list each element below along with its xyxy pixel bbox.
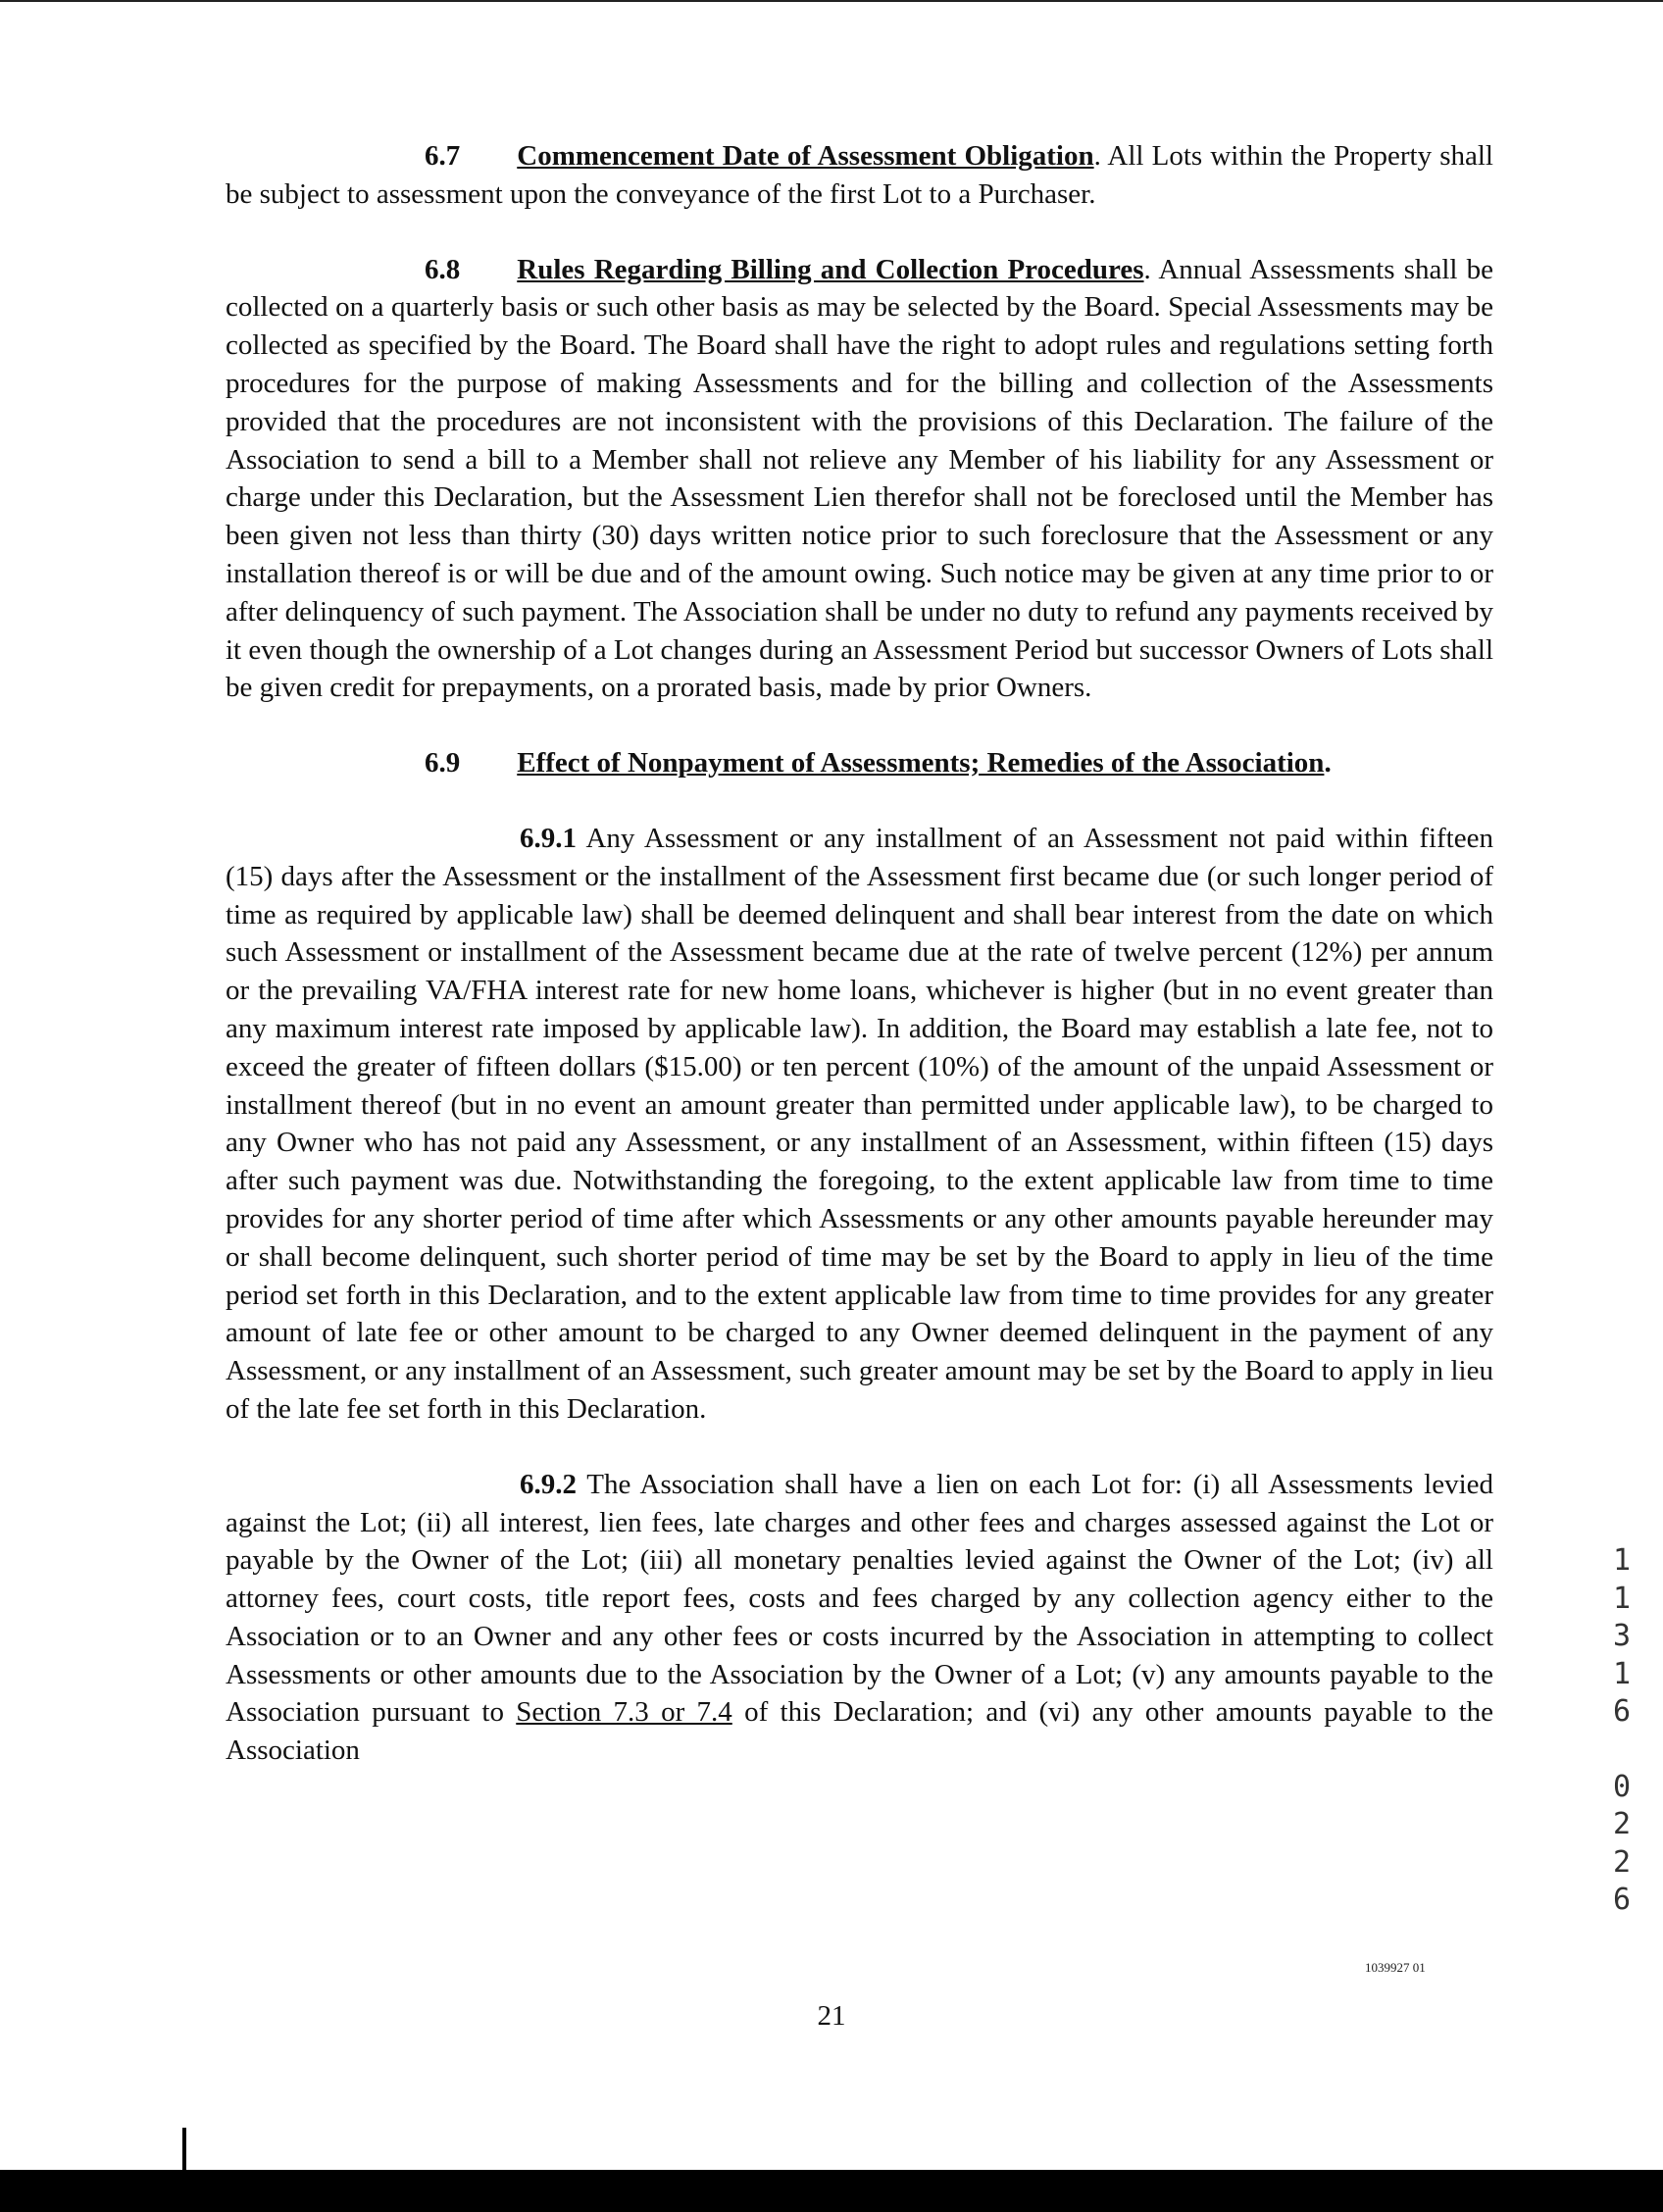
stamp-digit: 1 [1612, 1581, 1632, 1616]
section-reference: Section 7.3 or 7.4 [516, 1696, 732, 1729]
section-6-9-1 [226, 820, 1493, 1429]
scan-bottom-border [0, 2170, 1663, 2212]
section-title: Effect of Nonpayment of Assessments; Remedies of the Association [517, 747, 1325, 779]
section-6-9 [226, 744, 1493, 782]
stamp-digit: 6 [1612, 1694, 1632, 1729]
stamp-digit: 2 [1612, 1844, 1632, 1880]
stamp-digit: 6 [1612, 1883, 1632, 1917]
subsection-text: The Association shall have a lien on each Lot for: (i) all Assessments levied against the Lot; (ii) all interest, lien fees, late charges and other fees and charges assessed against the Lot or payable by the Owner of the Lot; (iii) all monetary penalties levied against the Owner of the Lot; (iv) all attorney fees, court costs, title report fees, costs and fees charged by any collection agency either to the Association or to an Owner and any other fees or costs incurred by the Association in attempting to collect Assessments or other amounts due to the Association by the Owner of a Lot; (v) any amounts payable to the Association pursuant to [226, 1468, 1493, 1729]
section-6-8 [226, 251, 1493, 708]
section-title-period: . [1324, 747, 1332, 779]
page-number: 21 [817, 2000, 846, 2032]
page-top-border [0, 0, 1663, 2]
stamp-digit: 3 [1612, 1619, 1632, 1653]
subsection-number: 6.9.1 [520, 822, 577, 854]
document-id: 1039927 01 [1365, 1960, 1426, 1975]
document-body [226, 137, 1493, 1770]
section-6-9-2 [226, 1466, 1493, 1770]
section-number: 6.7 [425, 140, 461, 172]
stamp-digit: 1 [1612, 1543, 1632, 1578]
section-6-7 [226, 137, 1493, 214]
section-title: Commencement Date of Assessment Obligation [517, 140, 1094, 172]
section-text: . Annual Assessments shall be collected on a quarterly basis or such other basis as may be selected by the Board. Special Assessments may be collected as specified by the Board. The Board shall have the right to adopt rules and regulations setting forth procedures for the purpose of making Assessments and for the billing and collection of the Assessments provided that the procedures are not inconsistent with the provisions of this Declaration. The failure of the Association to send a bill to a Member shall not relieve any Member of his liability for any Assessment or charge under this Declaration, but the Assessment Lien therefor shall not be foreclosed until the Member has been given not less than thirty (30) days written notice prior to such foreclosure that the Assessment or any installation thereof is or will be due and of the amount owing. Such notice may be given at any time prior to or after delinquency of such payment. The Association shall be under no duty to refund any payments received by it even though the ownership of a Lot changes during an Assessment Period but successor Owners of Lots shall be given credit for prepayments, on a prorated basis, made by prior Owners. [226, 253, 1494, 704]
section-number: 6.9 [425, 747, 461, 779]
section-number: 6.8 [425, 253, 461, 285]
section-text: . All Lots within the Property shall be subject to assessment upon the conveyance of the first Lot to a Purchaser. [226, 140, 1493, 210]
section-title: Rules Regarding Billing and Collection Procedures [517, 253, 1144, 285]
subsection-text: Any Assessment or any installment of an Assessment not paid within fifteen (15) days after the Assessment or the installment of the Assessment first became due (or such longer period of time as required by applicable law) shall be deemed delinquent and shall bear interest from the date on which such Assessment or installment of the Assessment became due at the rate of twelve percent (12%) per annum or the prevailing VA/FHA interest rate for new home loans, whichever is higher (but in no event greater than any maximum interest rate imposed by applicable law). In addition, the Board may establish a late fee, not to exceed the greater of fifteen dollars ($15.00) or ten percent (10%) of the amount of the unpaid Assessment or installment thereof (but in no event an amount greater than permitted under applicable law), to be charged to any Owner who has not paid any Assessment, or any installment of an Assessment, within fifteen (15) days after such payment was due. Notwithstanding the foregoing, to the extent applicable law from time to time provides for any shorter period of time after which Assessments or any other amounts payable hereunder may or shall become delinquent, such shorter period of time may be set by the Board to apply in lieu of the time period set forth in this Declaration, and to the extent applicable law from time to time provides for any greater amount of late fee or other amount to be charged to any Owner deemed delinquent in the payment of any Assessment, or any installment of an Assessment, such greater amount may be set by the Board to apply in lieu of the late fee set forth in this Declaration. [226, 822, 1493, 1425]
subsection-number: 6.9.2 [520, 1468, 577, 1500]
stamp-digit: 0 [1612, 1769, 1632, 1804]
stamp-digit: 2 [1612, 1807, 1632, 1841]
stamp-digit: 1 [1612, 1656, 1632, 1691]
recording-stamp [1602, 1542, 1641, 1920]
subsection-text-end: of this Declaration; and (vi) any other amounts payable to the Association [226, 1696, 1494, 1767]
